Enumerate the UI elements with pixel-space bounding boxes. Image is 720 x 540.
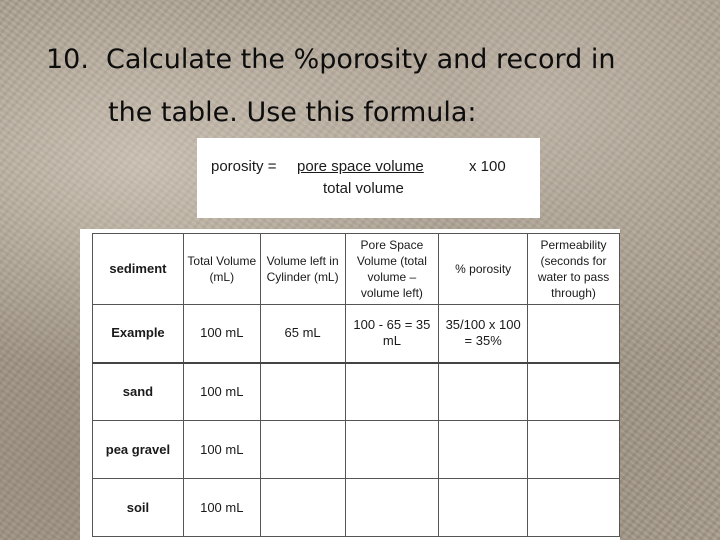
header-total-volume: Total Volume (mL) xyxy=(183,234,260,305)
porosity-formula xyxy=(197,138,540,218)
header-sediment: sediment xyxy=(93,234,184,305)
header-pore-space-volume: Pore Space Volume (total volume – volume left) xyxy=(345,234,439,305)
cell-pore-space-volume xyxy=(345,479,439,537)
cell-total-volume: 100 mL xyxy=(183,479,260,537)
formula-denominator: total volume xyxy=(323,180,404,197)
table-row xyxy=(93,305,620,363)
cell-sediment: pea gravel xyxy=(93,421,184,479)
question-number: 10. xyxy=(46,44,89,75)
table-margin xyxy=(80,229,92,540)
cell-pore-space-volume xyxy=(345,421,439,479)
table-row xyxy=(93,363,620,421)
title-line-2: the table. Use this formula: xyxy=(108,97,477,128)
title-text-1: Calculate the %porosity and record in xyxy=(106,44,616,75)
header-percent-porosity: % porosity xyxy=(439,234,528,305)
formula-label: porosity = xyxy=(211,158,277,175)
cell-permeability xyxy=(528,421,620,479)
title-line-1 xyxy=(46,44,615,75)
cell-pore-space-volume: 100 - 65 = 35 mL xyxy=(345,305,439,363)
cell-permeability xyxy=(528,363,620,421)
cell-percent-porosity: 35/100 x 100 = 35% xyxy=(439,305,528,363)
cell-pore-space-volume xyxy=(345,363,439,421)
cell-total-volume: 100 mL xyxy=(183,421,260,479)
porosity-table xyxy=(92,233,620,537)
formula-numerator: pore space volume xyxy=(297,158,424,175)
table-row xyxy=(93,479,620,537)
cell-percent-porosity xyxy=(439,479,528,537)
table-header-row xyxy=(93,234,620,305)
cell-permeability xyxy=(528,479,620,537)
cell-sediment: Example xyxy=(93,305,184,363)
cell-sediment: soil xyxy=(93,479,184,537)
cell-permeability xyxy=(528,305,620,363)
cell-volume-left: 65 mL xyxy=(260,305,345,363)
cell-percent-porosity xyxy=(439,421,528,479)
formula-multiplier: x 100 xyxy=(469,158,506,175)
porosity-table-panel xyxy=(80,229,620,540)
cell-total-volume: 100 mL xyxy=(183,305,260,363)
cell-volume-left xyxy=(260,421,345,479)
cell-volume-left xyxy=(260,479,345,537)
header-volume-left: Volume left in Cylinder (mL) xyxy=(260,234,345,305)
cell-sediment: sand xyxy=(93,363,184,421)
table-row xyxy=(93,421,620,479)
cell-volume-left xyxy=(260,363,345,421)
header-permeability: Permeability (seconds for water to pass through) xyxy=(528,234,620,305)
cell-total-volume: 100 mL xyxy=(183,363,260,421)
cell-percent-porosity xyxy=(439,363,528,421)
